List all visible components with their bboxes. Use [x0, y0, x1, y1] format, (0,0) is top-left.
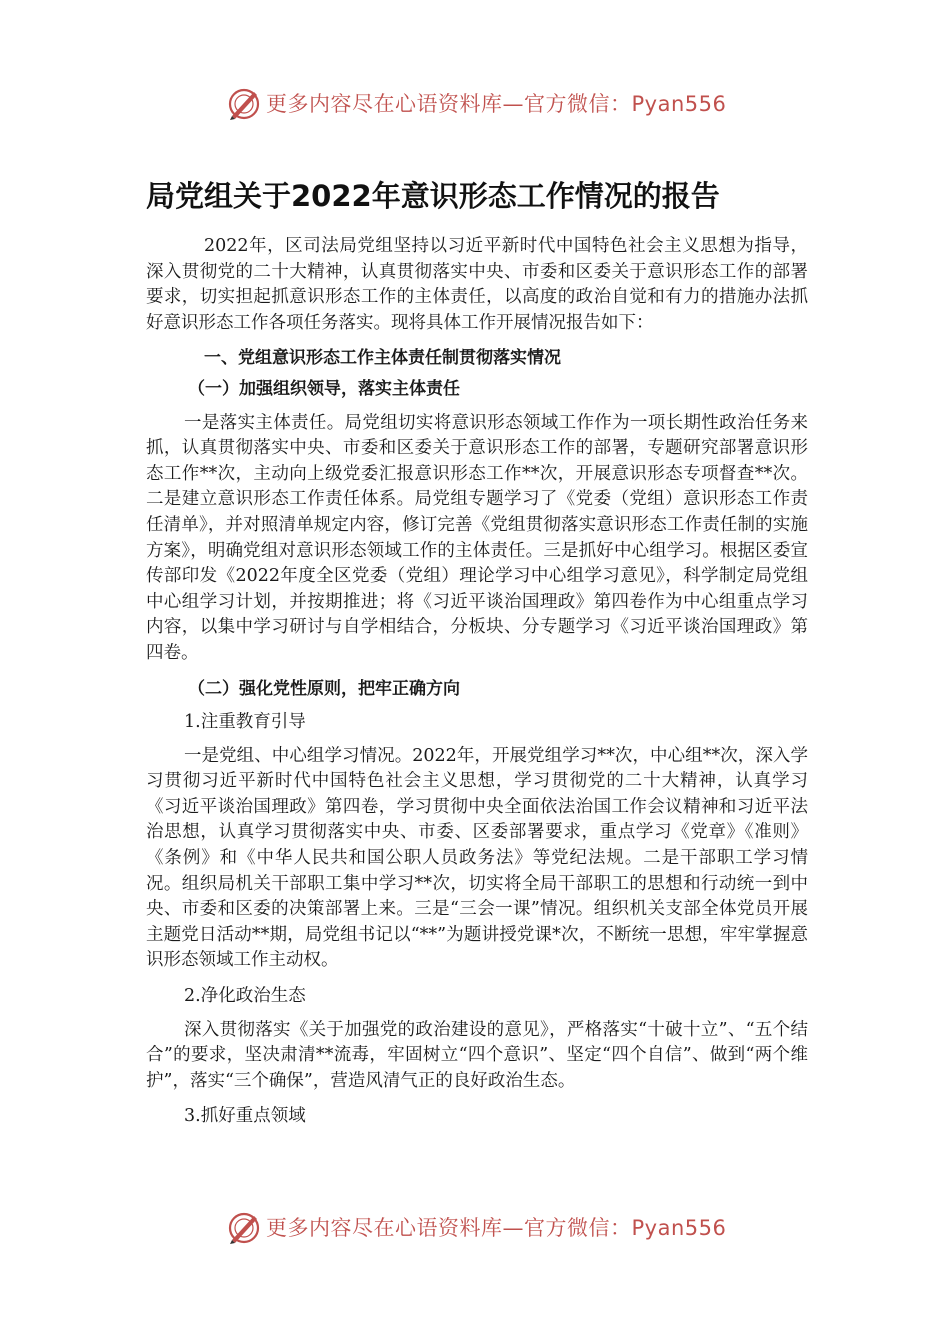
intro-paragraph: 2022年，区司法局党组坚持以习近平新时代中国特色社会主义思想为指导，深入贯彻党的二十大精神，认真贯彻落实中央、市委和区委关于意识形态工作的部署要求，切实担起抓意识形态工作的主体责任，以高度的政治自觉和有力的措施办法抓好意识形态工作各项任务落实。现将具体工作开展情况报告如下：	[146, 236, 808, 333]
item-1-body: 一是党组、中心组学习情况。2022年，开展党组学习**次，中心组**次，深入学习贯彻习近平新时代中国特色社会主义思想，学习贯彻党的二十大精神，认真学习《习近平谈治国理政》第四卷，学习贯彻中央全面依法治国工作会议精神和习近平法治思想，认真学习贯彻落实中央、市委、区委部署要求，重点学习《党章》《准则》《条例》和《中华人民共和国公职人员政务法》等党纪法规。二是干部职工学习情况。组织局机关干部职工集中学习**次，切实将全局干部职工的思想和行动统一到中央、市委和区委的决策部署上来。三是“三会一课”情况。组织机关支部全体党员开展主题党日活动**期，局党组书记以“**”为题讲授党课*次，不断统一思想，牢牢掌握意识形态领域工作主动权。	[146, 745, 808, 971]
pen-circle-icon	[226, 1210, 262, 1246]
item-2-body: 深入贯彻落实《关于加强党的政治建设的意见》，严格落实“十破十立”、“五个结合”的要求，坚决肃清**流毒，牢固树立“四个意识”、坚定“四个自信”、做到“两个维护”，落实“三个确保”，营造风清气正的良好政治生态。	[146, 1019, 808, 1091]
document-title: 局党组关于2022年意识形态工作情况的报告	[146, 179, 720, 213]
header-banner	[0, 84, 950, 124]
subsection-1-heading: （一）加强组织领导，落实主体责任	[188, 378, 460, 399]
banner-label: 更多内容尽在心语资料库—官方微信：	[266, 1216, 632, 1240]
item-2-heading: 2.净化政治生态	[184, 986, 306, 1007]
wechat-id: Pyan556	[631, 1216, 727, 1240]
section-1-heading: 一、党组意识形态工作主体责任制贯彻落实情况	[204, 348, 561, 369]
banner-text	[266, 1214, 726, 1242]
item-1-heading: 1.注重教育引导	[184, 712, 306, 733]
document-body	[146, 234, 808, 1138]
item-3-heading: 3.抓好重点领域	[184, 1106, 306, 1127]
banner-label: 更多内容尽在心语资料库—官方微信：	[266, 92, 632, 116]
footer-banner	[0, 1208, 950, 1248]
subsection-2-heading: （二）强化党性原则，把牢正确方向	[188, 678, 460, 699]
pen-circle-icon	[226, 86, 262, 122]
wechat-id: Pyan556	[631, 92, 727, 116]
subsection-1-body: 一是落实主体责任。局党组切实将意识形态领域工作作为一项长期性政治任务来抓，认真贯彻落实中央、市委和区委关于意识形态工作的部署，专题研究部署意识形态工作**次，主动向上级党委汇报意识形态工作**次，开展意识形态专项督查**次。二是建立意识形态工作责任体系。局党组专题学习了《党委（党组）意识形态工作责任清单》，并对照清单规定内容，修订完善《党组贯彻落实意识形态工作责任制的实施方案》，明确党组对意识形态领域工作的主体责任。三是抓好中心组学习。根据区委宣传部印发《2022年度全区党委（党组）理论学习中心组学习意见》，科学制定局党组中心组学习计划，并按期推进；将《习近平谈治国理政》第四卷作为中心组重点学习内容，以集中学习研讨与自学相结合，分板块、分专题学习《习近平谈治国理政》第四卷。	[146, 412, 808, 663]
banner-text	[266, 90, 726, 118]
